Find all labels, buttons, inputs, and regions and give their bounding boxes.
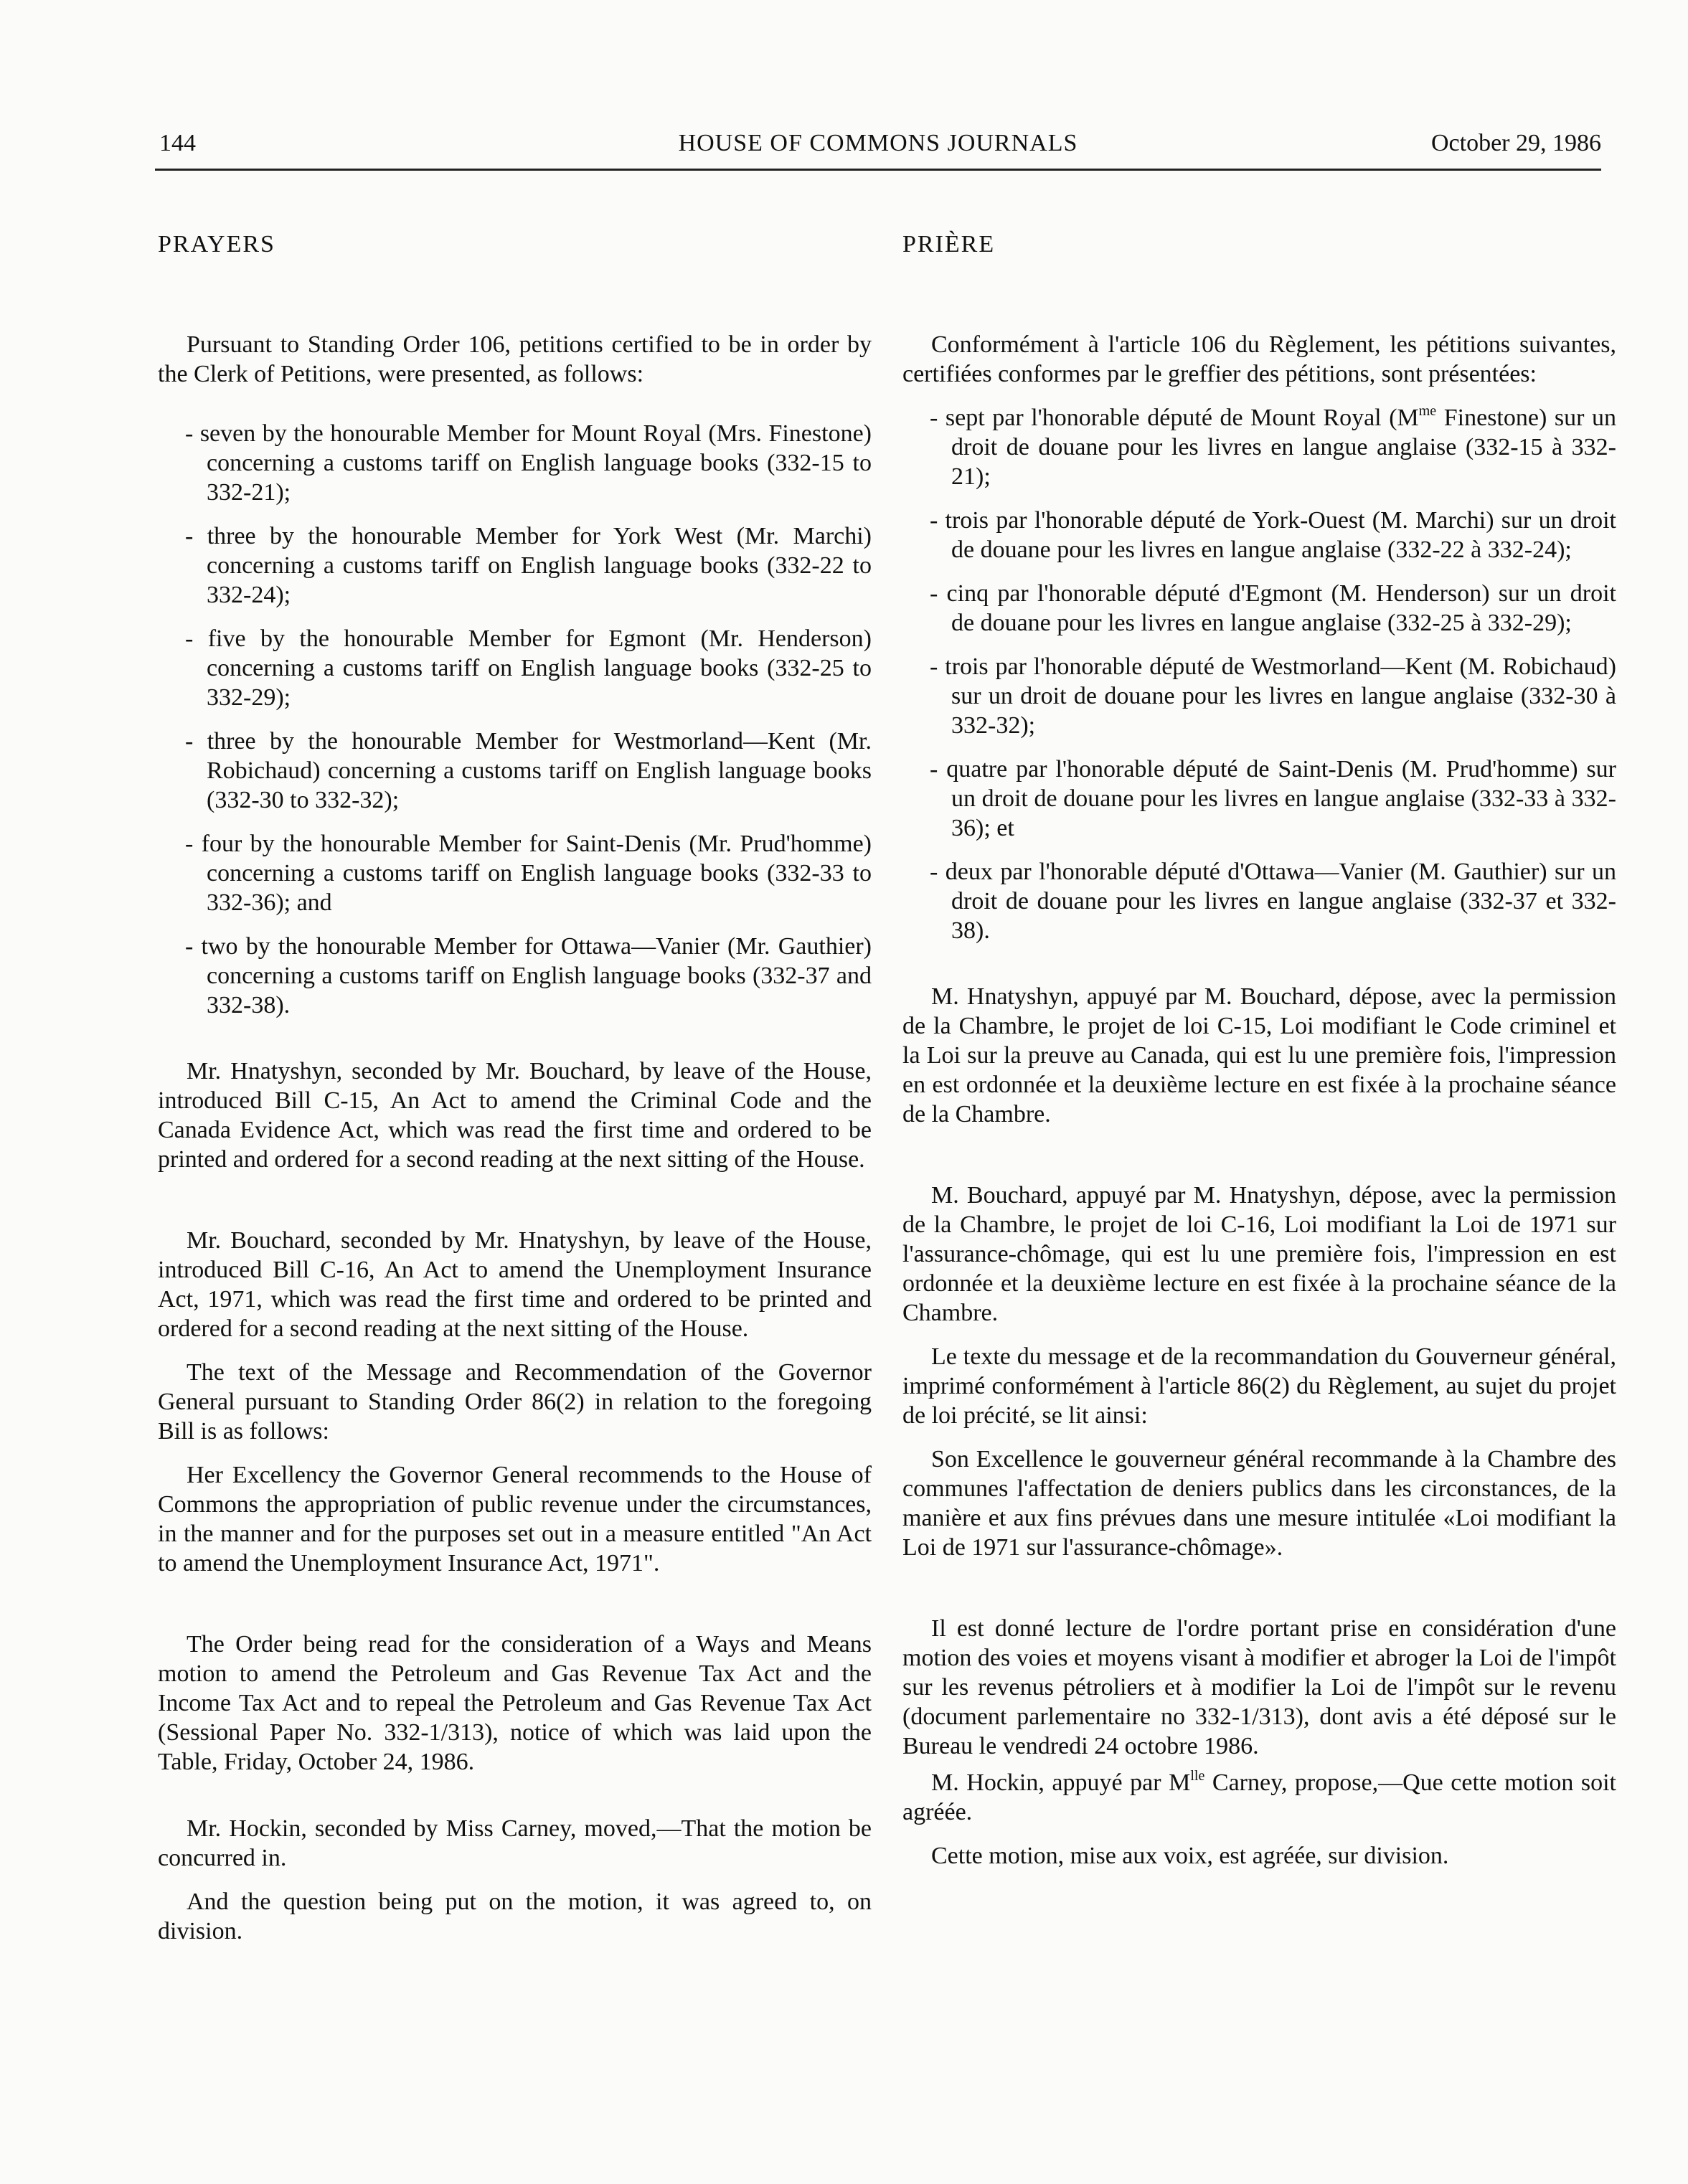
petition-item-fr: - quatre par l'honorable député de Saint-Denis (M. Prud'homme) sur un droit de douane pour les livres en langue anglaise (332-33 à 332-36); et xyxy=(930,756,1616,841)
page-number: 144 xyxy=(159,130,196,156)
question-paragraph-fr: Cette motion, mise aux voix, est agréée, sur division. xyxy=(931,1843,1449,1869)
message-intro-fr: Le texte du message et de la recommandation du Gouverneur général, imprimé conformément à l'article 86(2) du Règlement, au sujet du projet de loi précité, se lit ainsi: xyxy=(902,1343,1616,1429)
petition-item-fr: - deux par l'honorable député d'Ottawa—Vanier (M. Gauthier) sur un droit de douane pour les livres en langue anglaise (332-37 et 332-38). xyxy=(930,859,1616,944)
motion-paragraph: Mr. Hockin, seconded by Miss Carney, moved,—That the motion be concurred in. xyxy=(158,1815,872,1871)
journal-date: October 29, 1986 xyxy=(1430,130,1601,156)
petitions-intro: Pursuant to Standing Order 106, petitions certified to be in order by the Clerk of Petitions, were presented, as follows: xyxy=(158,331,872,387)
message-text: Her Excellency the Governor General recommends to the House of Commons the appropriation of public revenue under the circumstances, in the manner and for the purposes set out in a measure entitled "An Act to amend the Unemployment Insurance Act, 1971". xyxy=(158,1462,872,1576)
section-title-prayers: PRAYERS xyxy=(158,231,275,257)
french-column xyxy=(902,230,1616,1871)
bill-c15-paragraph-fr: M. Hnatyshyn, appuyé par M. Bouchard, dépose, avec la permission de la Chambre, le projet de loi C-15, Loi modifiant le Code criminel et la Loi sur la preuve au Canada, qui est lu une première fois, l'impression en est ordonnée et la deuxième lecture en est fixée à la prochaine séance de la Chambre. xyxy=(902,983,1616,1128)
petition-item: - two by the honourable Member for Ottawa—Vanier (Mr. Gauthier) concerning a customs tariff on English language books (332-37 and 332-38). xyxy=(185,933,872,1018)
bill-c16-paragraph-fr: M. Bouchard, appuyé par M. Hnatyshyn, dépose, avec la permission de la Chambre, le projet de loi C-16, Loi modifiant la Loi de 1971 sur l'assurance-chômage, qui est lu une première fois, l'impression en est ordonnée et la deuxième lecture en est fixée à la prochaine séance de la Chambre. xyxy=(902,1182,1616,1326)
petition-item: - four by the honourable Member for Saint-Denis (Mr. Prud'homme) concerning a customs tariff on English language books (332-33 to 332-36); and xyxy=(185,831,872,916)
question-paragraph: And the question being put on the motion, it was agreed to, on division. xyxy=(158,1888,872,1944)
petition-item: - three by the honourable Member for Westmorland—Kent (Mr. Robichaud) concerning a customs tariff on English language books (332-30 to 332-32); xyxy=(185,728,872,813)
petition-item: - seven by the honourable Member for Mount Royal (Mrs. Finestone) concerning a customs tariff on English language books (332-15 to 332-21); xyxy=(185,420,872,506)
petition-item: - five by the honourable Member for Egmont (Mr. Henderson) concerning a customs tariff on English language books (332-25 to 332-29); xyxy=(185,625,872,711)
petitions-intro-fr: Conformément à l'article 106 du Règlement, les pétitions suivantes, certifiées conformes par le greffier des pétitions, sont présentées: xyxy=(902,331,1616,387)
journal-title: HOUSE OF COMMONS JOURNALS xyxy=(678,130,1078,156)
petition-item-fr: - sept par l'honorable député de Mount Royal ($M^{me}$ Finestone) sur un droit de douane pour les livres en langue anglaise (332-15 à 332-21); xyxy=(930,403,1616,490)
english-column xyxy=(158,230,872,1946)
ways-means-paragraph: The Order being read for the consideration of a Ways and Means motion to amend the Petroleum and Gas Revenue Tax Act and the Income Tax Act and to repeal the Petroleum and Gas Revenue Tax Act (Sessional Paper No. 332-1/313), notice of which was laid upon the Table, Friday, October 24, 1986. xyxy=(158,1631,872,1775)
petition-item-fr: - trois par l'honorable député de Westmorland—Kent (M. Robichaud) sur un droit de douane pour les livres en langue anglaise (332-30 à 332-32); xyxy=(930,653,1616,739)
page-header xyxy=(155,126,1601,171)
message-text-fr: Son Excellence le gouverneur général recommande à la Chambre des communes l'affectation de deniers publics dans les circonstances, de la manière et aux fins prévues dans une mesure intitulée «Loi modifiant la Loi de 1971 sur l'assurance-chômage». xyxy=(902,1446,1616,1561)
petition-item-fr: - trois par l'honorable député de York-Ouest (M. Marchi) sur un droit de douane pour les livres en langue anglaise (332-22 à 332-24); xyxy=(930,507,1616,563)
ways-means-paragraph-fr: Il est donné lecture de l'ordre portant prise en considération d'une motion des voies et moyens visant à modifier et abroger la Loi de l'impôt sur les revenus pétroliers et à modifier la Loi de l'impôt sur le revenu (document parlementaire no 332-1/313), dont avis a été déposé sur le Bureau le vendredi 24 octobre 1986. xyxy=(902,1615,1616,1759)
section-title-priere: PRIÈRE xyxy=(902,231,996,257)
motion-paragraph-fr: M. Hockin, appuyé par $M^{lle}$ Carney, propose,—Que cette motion soit agréée. xyxy=(902,1768,1617,1825)
bill-c16-paragraph: Mr. Bouchard, seconded by Mr. Hnatyshyn, by leave of the House, introduced Bill C-16, An Act to amend the Unemployment Insurance Act, 1971, which was read the first time and ordered to be printed and ordered for a second reading at the next sitting of the House. xyxy=(158,1227,872,1342)
bill-c15-paragraph: Mr. Hnatyshyn, seconded by Mr. Bouchard, by leave of the House, introduced Bill C-15, An Act to amend the Criminal Code and the Canada Evidence Act, which was read the first time and ordered to be printed and ordered for a second reading at the next sitting of the House. xyxy=(158,1058,872,1173)
petition-item: - three by the honourable Member for York West (Mr. Marchi) concerning a customs tariff on English language books (332-22 to 332-24); xyxy=(185,523,872,608)
message-intro: The text of the Message and Recommendation of the Governor General pursuant to Standing Order 86(2) in relation to the foregoing Bill is as follows: xyxy=(158,1359,872,1445)
petition-item-fr: - cinq par l'honorable député d'Egmont (M. Henderson) sur un droit de douane pour les livres en langue anglaise (332-25 à 332-29); xyxy=(930,580,1616,636)
